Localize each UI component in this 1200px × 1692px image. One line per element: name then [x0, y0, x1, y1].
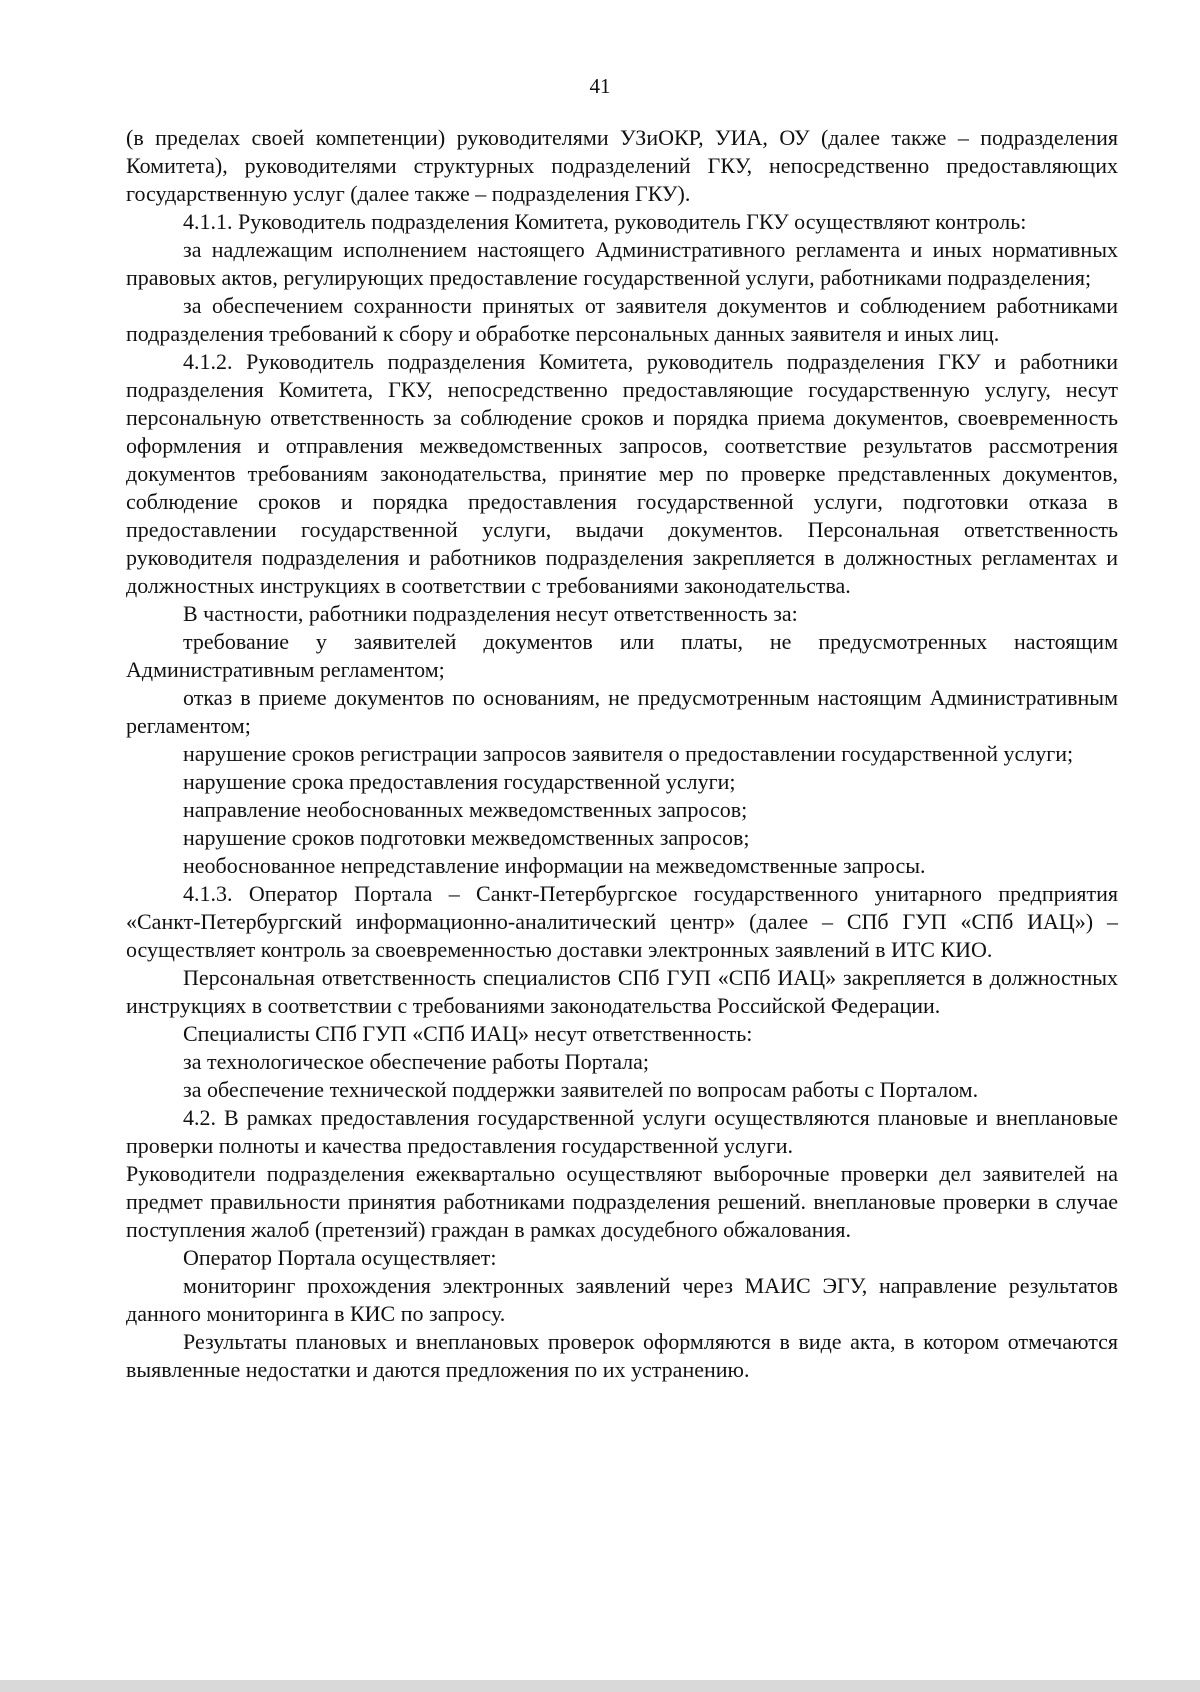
paragraph: направление необоснованных межведомственных запросов;	[183, 797, 748, 822]
paragraph: Персональная ответственность специалистов СПб ГУП «СПб ИАЦ» закрепляется в должностных инструкциях в соответствии с требованиями законодательства Российской Федерации.	[126, 965, 1118, 1018]
paragraph: за обеспечение технической поддержки заявителей по вопросам работы с Порталом.	[183, 1077, 979, 1102]
paragraph: нарушение сроков подготовки межведомственных запросов;	[183, 825, 750, 850]
paragraph: необоснованное непредставление информации на межведомственные запросы.	[183, 853, 926, 878]
paragraph: отказ в приеме документов по основаниям, не предусмотренным настоящим Административным регламентом;	[126, 685, 1118, 738]
paragraph: 4.2. В рамках предоставления государственной услуги осуществляются плановые и внеплановые проверки полноты и качества предоставления государственной услуги.	[126, 1105, 1118, 1158]
paragraph: за обеспечением сохранности принятых от заявителя документов и соблюдением работниками подразделения требований к сбору и обработке персональных данных заявителя и иных лиц.	[126, 293, 1118, 346]
paragraph: (в пределах своей компетенции) руководителями УЗиОКР, УИА, ОУ (далее также – подразделения Комитета), руководителями структурных подразделений ГКУ, непосредственно предоставляющих государственную услуг (далее также – подразделения ГКУ).	[126, 125, 1118, 206]
paragraph: нарушение сроков регистрации запросов заявителя о предоставлении государственной услуги;	[183, 741, 1074, 766]
paragraph: Результаты плановых и внеплановых проверок оформляются в виде акта, в котором отмечаются выявленные недостатки и даются предложения по их устранению.	[126, 1329, 1118, 1382]
paragraph: мониторинг прохождения электронных заявлений через МАИС ЭГУ, направление результатов данного мониторинга в КИС по запросу.	[126, 1273, 1118, 1326]
paragraph: Руководители подразделения ежеквартально осуществляют выборочные проверки дел заявителей на предмет правильности принятия работниками подразделения решений. внеплановые проверки в случае поступления жалоб (претензий) граждан в рамках досудебного обжалования.	[126, 1161, 1118, 1242]
paragraph: нарушение срока предоставления государственной услуги;	[183, 769, 736, 794]
paragraph: 4.1.1. Руководитель подразделения Комитета, руководитель ГКУ осуществляют контроль:	[183, 209, 1027, 234]
paragraph: 4.1.2. Руководитель подразделения Комитета, руководитель подразделения ГКУ и работники подразделения Комитета, ГКУ, непосредственно предоставляющие государственную услугу, несут персональную ответственность за соблюдение сроков и порядка приема документов, своевременность оформления и отправления межведомственных запросов, соответствие результатов рассмотрения документов требованиям законодательства, принятие мер по проверке представленных документов, соблюдение сроков и порядка предоставления государственной услуги, подготовки отказа в предоставлении государственной услуги, выдачи документов. Персональная ответственность руководителя подразделения и работников подразделения закрепляется в должностных регламентах и должностных инструкциях в соответствии с требованиями законодательства.	[126, 349, 1118, 598]
page-bottom-edge	[0, 1680, 1200, 1692]
paragraph: 4.1.3. Оператор Портала – Санкт-Петербургское государственного унитарного предприятия «Санкт-Петербургский информационно-аналитический центр» (далее – СПб ГУП «СПб ИАЦ») – осуществляет контроль за своевременностью доставки электронных заявлений в ИТС КИО.	[126, 881, 1118, 962]
page-number: 41	[589, 74, 611, 98]
paragraph: за технологическое обеспечение работы Портала;	[183, 1049, 650, 1074]
paragraph: Оператор Портала осуществляет:	[183, 1245, 497, 1270]
paragraph: Специалисты СПб ГУП «СПб ИАЦ» несут ответственность:	[183, 1021, 753, 1046]
paragraph: за надлежащим исполнением настоящего Административного регламента и иных нормативных правовых актов, регулирующих предоставление государственной услуги, работниками подразделения;	[126, 237, 1118, 290]
paragraph: В частности, работники подразделения несут ответственность за:	[183, 601, 798, 626]
document-body	[126, 124, 1118, 1384]
paragraph: требование у заявителей документов или платы, не предусмотренных настоящим Административным регламентом;	[126, 629, 1118, 682]
